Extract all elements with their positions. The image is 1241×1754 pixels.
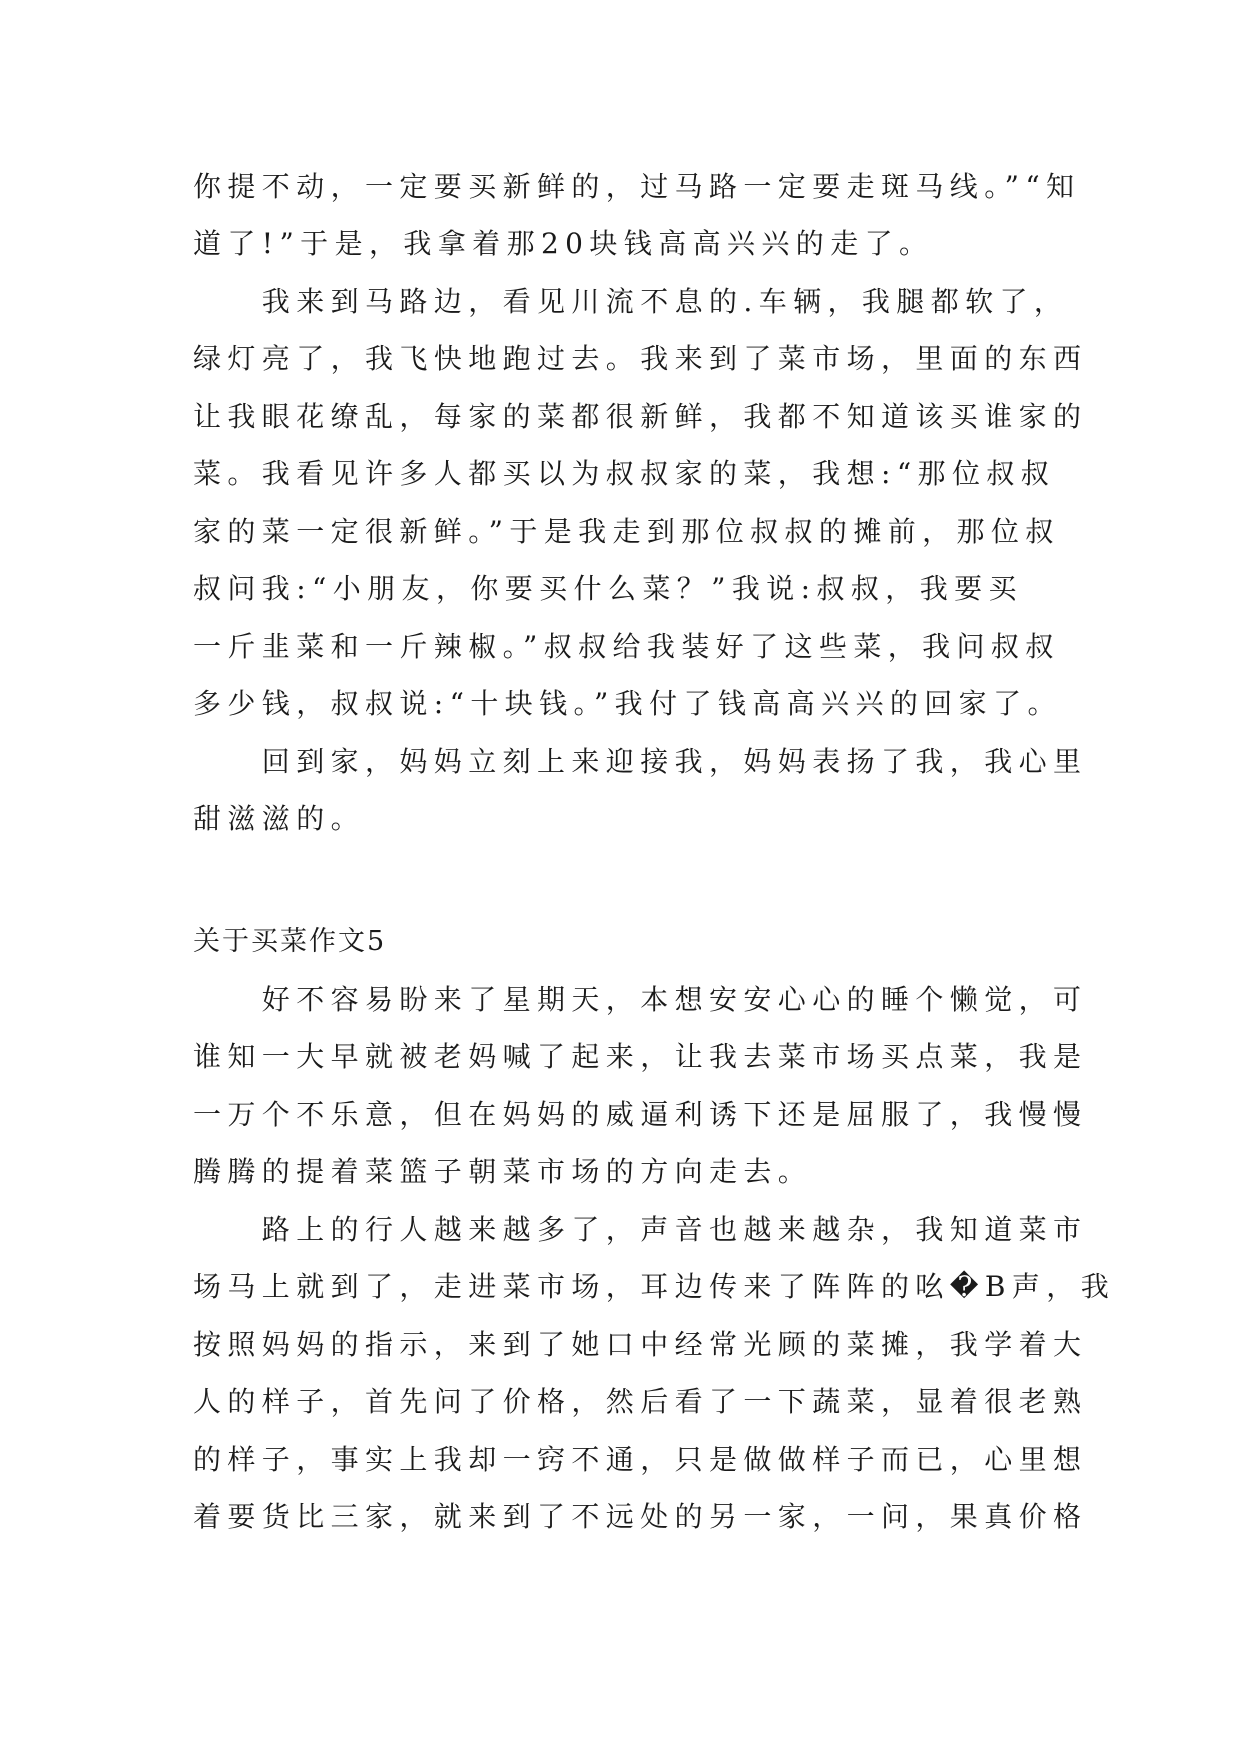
text-line: 腾腾的提着菜篮子朝菜市场的方向走去。 (193, 1155, 813, 1188)
text-line: 人的样子，首先问了价格，然后看了一下蔬菜，显着很老熟 (193, 1385, 1088, 1418)
text-line: 路上的行人越来越多了，声音也越来越杂，我知道菜市 (193, 1213, 1088, 1246)
section-title: 关于买菜作文5 (193, 926, 387, 957)
text-line: 绿灯亮了，我飞快地跑过去。我来到了菜市场，里面的东西 (193, 342, 1088, 375)
text-line: 着要货比三家，就来到了不远处的另一家，一问，果真价格 (193, 1500, 1088, 1533)
text-line: 回到家，妈妈立刻上来迎接我，妈妈表扬了我，我心里 (193, 745, 1088, 778)
text-line: 的样子，事实上我却一窍不通，只是做做样子而已，心里想 (193, 1443, 1088, 1476)
text-line: 场马上就到了，走进菜市场，耳边传来了阵阵的吆�B声，我 (193, 1270, 1116, 1303)
text-line: 多少钱，叔叔说:“十块钱。”我付了钱高高兴兴的回家了。 (193, 687, 1062, 720)
text-line: 按照妈妈的指示，来到了她口中经常光顾的菜摊，我学着大 (193, 1328, 1088, 1361)
text-line: 一斤韭菜和一斤辣椒。”叔叔给我装好了这些菜，我问叔叔 (193, 630, 1060, 663)
text-line: 我来到马路边，看见川流不息的.车辆，我腿都软了， (193, 285, 1069, 318)
text-line: 叔问我:“小朋友，你要买什么菜？”我说:叔叔，我要买 (193, 572, 1023, 605)
text-line: 你提不动，一定要买新鲜的，过马路一定要走斑马线。”“知 (193, 170, 1081, 203)
text-line: 让我眼花缭乱，每家的菜都很新鲜，我都不知道该买谁家的 (193, 400, 1088, 433)
text-line: 家的菜一定很新鲜。”于是我走到那位叔叔的摊前，那位叔 (193, 515, 1060, 548)
text-line: 道了!”于是，我拿着那20块钱高高兴兴的走了。 (193, 227, 934, 260)
text-line: 好不容易盼来了星期天，本想安安心心的睡个懒觉，可 (193, 983, 1088, 1016)
text-line: 菜。我看见许多人都买以为叔叔家的菜，我想:“那位叔叔 (193, 457, 1056, 490)
text-line: 甜滋滋的。 (193, 802, 366, 835)
text-line: 一万个不乐意，但在妈妈的威逼利诱下还是屈服了，我慢慢 (193, 1098, 1088, 1131)
text-line: 谁知一大早就被老妈喊了起来，让我去菜市场买点菜，我是 (193, 1040, 1088, 1073)
